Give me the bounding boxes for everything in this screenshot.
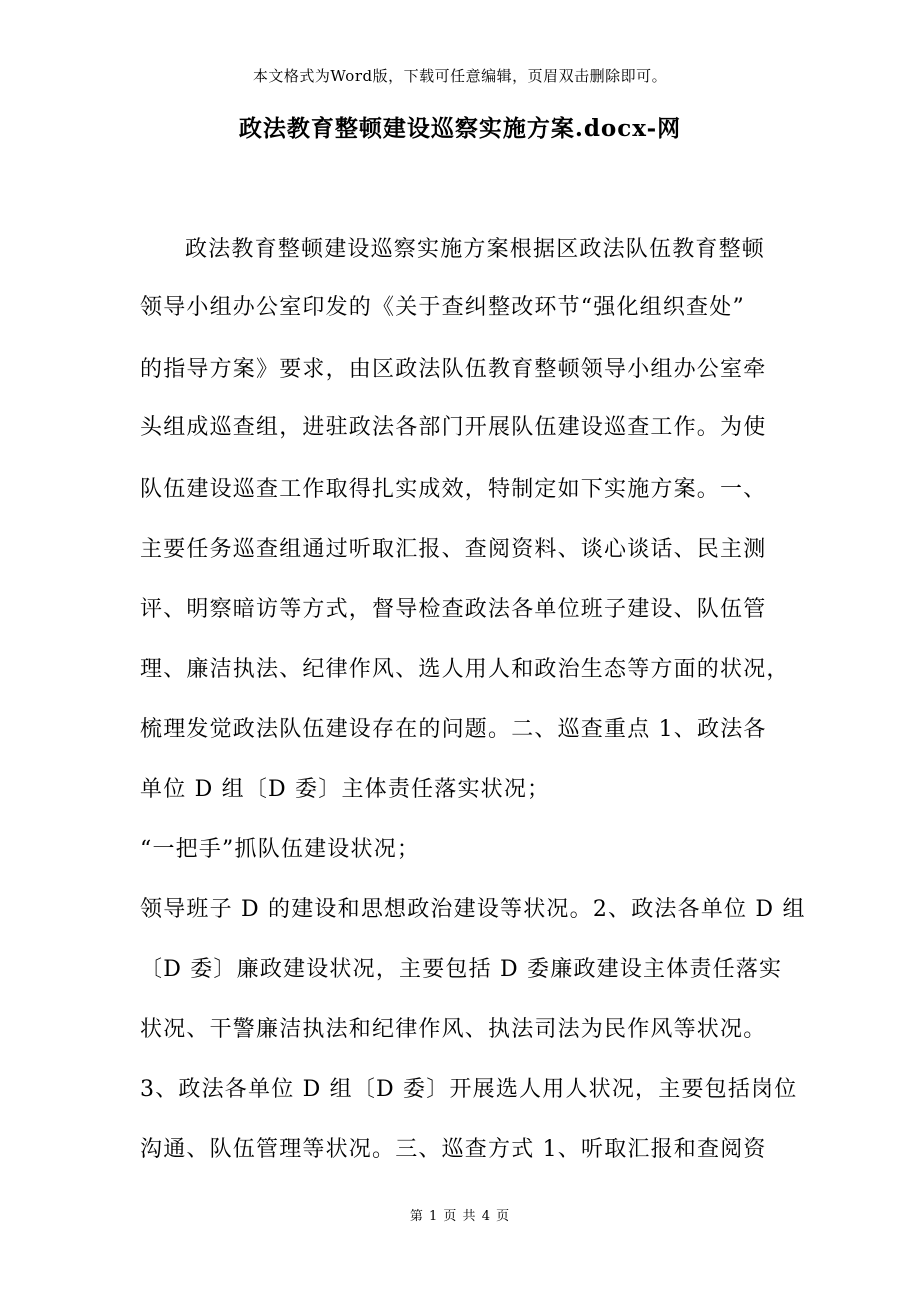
page-number-footer: 第 1 页 共 4 页 — [409, 1209, 511, 1224]
body-line: 单位 D 组〔D 委〕主体责任落实状况； — [140, 777, 551, 802]
body-line: “一把手”抓队伍建设状况； — [140, 837, 421, 862]
body-line: 评、明察暗访等方式，督导检查政法各单位班子建设、队伍管 — [140, 597, 767, 622]
body-line: 的指导方案》要求，由区政法队伍教育整顿领导小组办公室牵 — [140, 357, 767, 382]
body-line: 梳理发觉政法队伍建设存在的问题。二、巡查重点 1、政法各 — [140, 717, 767, 742]
body-line: 沟通、队伍管理等状况。三、巡查方式 1、听取汇报和查阅资 — [140, 1137, 767, 1162]
body-line: 〔D 委〕廉政建设状况，主要包括 D 委廉政建设主体责任落实 — [140, 957, 783, 982]
body-line: 头组成巡查组，进驻政法各部门开展队伍建设巡查工作。为使 — [140, 415, 767, 440]
body-line: 政法教育整顿建设巡察实施方案根据区政法队伍教育整顿 — [185, 237, 766, 262]
header-note: 本文格式为Word版，下载可任意编辑，页眉双击删除即可。 — [252, 67, 668, 85]
document-title: 政法教育整顿建设巡察实施方案.docx-网 — [238, 115, 682, 142]
body-line: 理、廉洁执法、纪律作风、选人用人和政治生态等方面的状况， — [140, 657, 790, 682]
body-line: 状况、干警廉洁执法和纪律作风、执法司法为民作风等状况。 — [140, 1017, 767, 1042]
body-line: 3、政法各单位 D 组〔D 委〕开展选人用人状况，主要包括岗位 — [140, 1077, 798, 1102]
body-line: 领导班子 D 的建设和思想政治建设等状况。2、政法各单位 D 组 — [140, 897, 806, 922]
body-line: 主要任务巡查组通过听取汇报、查阅资料、谈心谈话、民主测 — [140, 537, 767, 562]
body-line: 领导小组办公室印发的《关于查纠整改环节“强化组织查处” — [140, 295, 745, 320]
body-line: 队伍建设巡查工作取得扎实成效，特制定如下实施方案。一、 — [140, 477, 767, 502]
